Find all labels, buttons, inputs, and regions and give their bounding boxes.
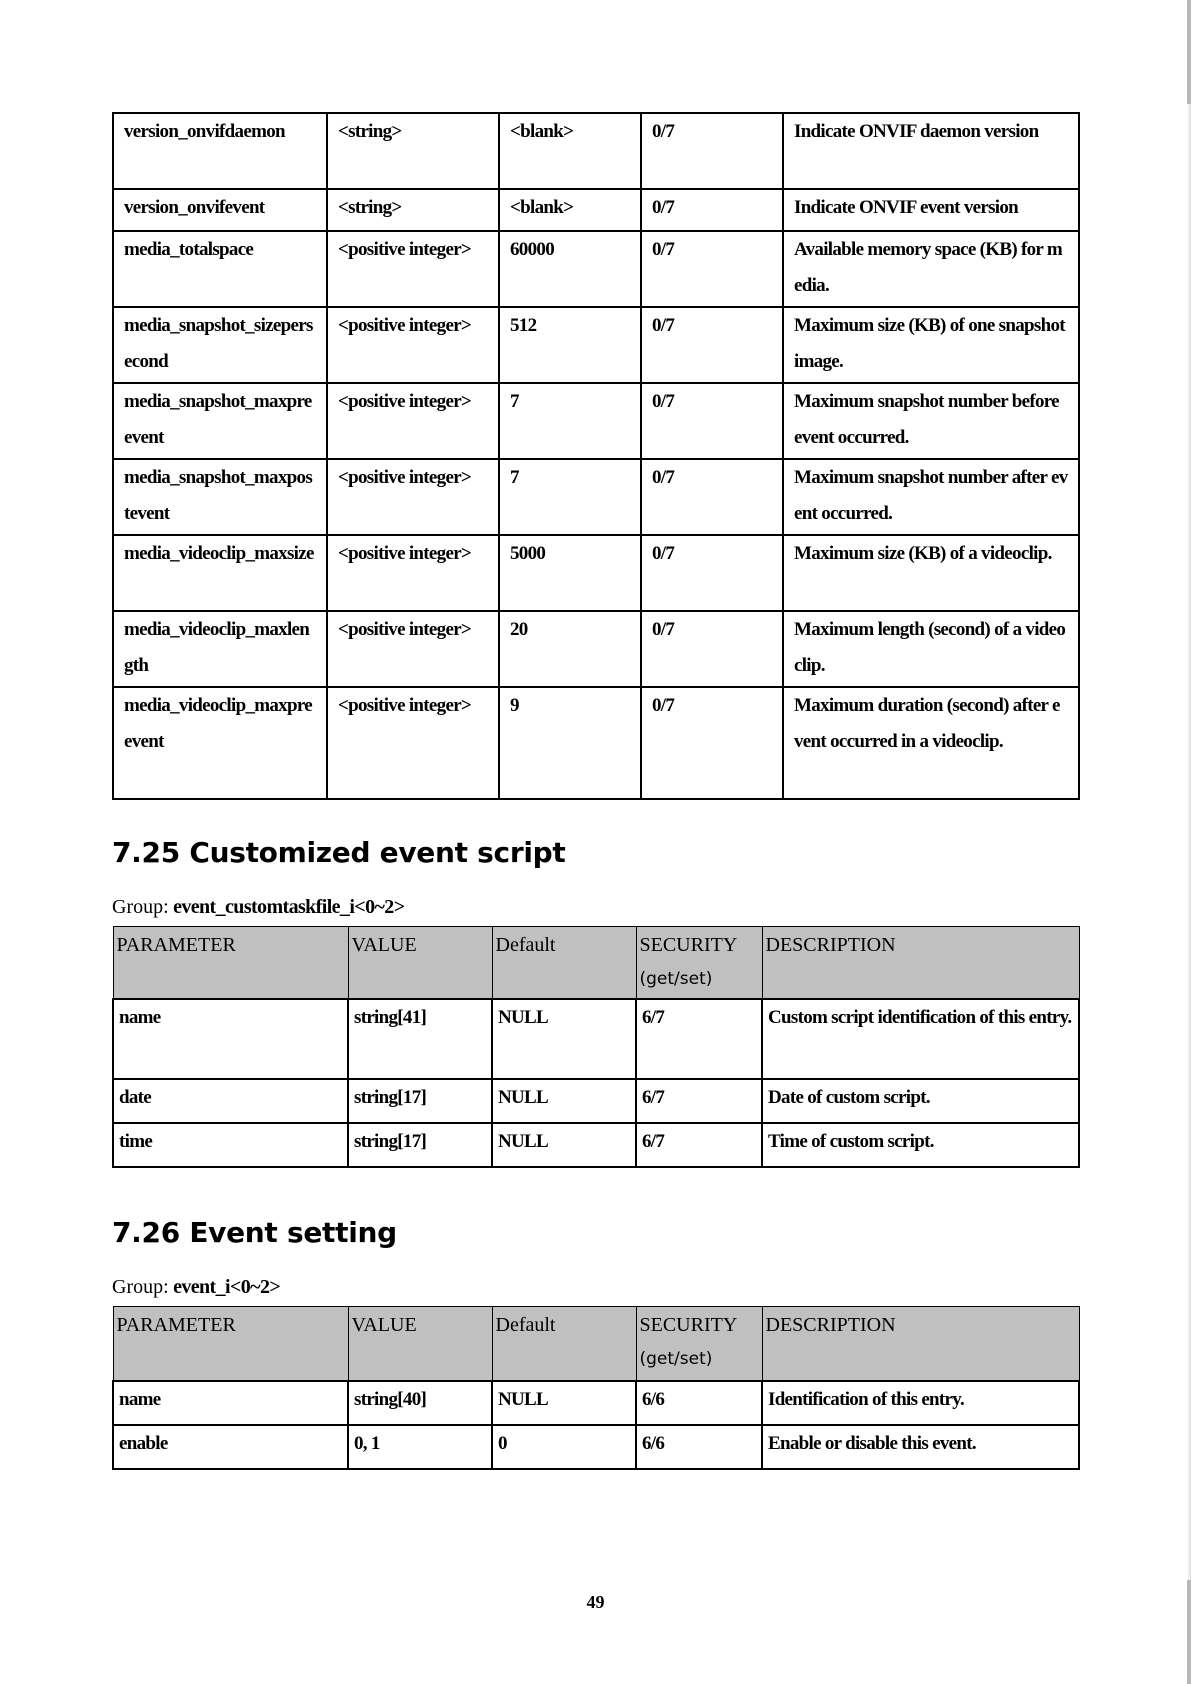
cell-value: <positive integer> [327,611,499,687]
cell-security: 6/6 [636,1425,762,1469]
header-security-sub: (get/set) [639,1349,713,1369]
cell-security: 0/7 [641,611,783,687]
parameter-table-continued [112,112,1080,800]
header-security-label: SECURITY [639,1314,738,1336]
cell-security: 6/7 [636,1079,762,1123]
cell-default: NULL [492,1123,636,1167]
cell-default: 9 [499,687,641,799]
table-row [113,383,1079,459]
header-security-sub: (get/set) [639,969,713,989]
section-heading: 7.25 Customized event script [112,836,566,869]
cell-description: Maximum size (KB) of one snapshot image. [783,307,1079,383]
cell-value: <positive integer> [327,231,499,307]
table-row [113,307,1079,383]
table-row [113,1425,1079,1469]
group-label [112,1276,280,1299]
cell-parameter: media_videoclip_maxsize [113,535,327,611]
cell-description: Indicate ONVIF event version [783,189,1079,231]
table-header-row [113,1307,1079,1381]
group-name: event_customtaskfile_i<0~2> [173,896,405,918]
table-row [113,1381,1079,1425]
table-row [113,687,1079,799]
cell-parameter: name [113,1381,348,1425]
cell-parameter: media_snapshot_sizepersecond [113,307,327,383]
cell-value: <string> [327,189,499,231]
cell-default: <blank> [499,189,641,231]
cell-parameter: time [113,1123,348,1167]
cell-description: Date of custom script. [762,1079,1079,1123]
table-row [113,459,1079,535]
cell-default: 7 [499,459,641,535]
header-value: VALUE [348,1307,492,1381]
header-description: DESCRIPTION [762,927,1079,999]
cell-security: 0/7 [641,687,783,799]
page-edge [1187,0,1191,1684]
cell-default: 0 [492,1425,636,1469]
cell-value: 0, 1 [348,1425,492,1469]
cell-default: NULL [492,1381,636,1425]
page-number: 49 [586,1592,605,1612]
cell-parameter: media_snapshot_maxpreevent [113,383,327,459]
cell-description: Maximum duration (second) after event occurred in a videoclip. [783,687,1079,799]
section-heading: 7.26 Event setting [112,1216,397,1249]
header-security-label: SECURITY [639,934,738,956]
table-row [113,1123,1079,1167]
table-row [113,999,1079,1079]
cell-security: 0/7 [641,231,783,307]
cell-security: 0/7 [641,113,783,189]
cell-description: Maximum length (second) of a videoclip. [783,611,1079,687]
cell-description: Custom script identification of this entry. [762,999,1079,1079]
cell-parameter: date [113,1079,348,1123]
cell-security: 0/7 [641,189,783,231]
cell-value: string[40] [348,1381,492,1425]
cell-security: 6/6 [636,1381,762,1425]
cell-default: NULL [492,999,636,1079]
table-header-row [113,927,1079,999]
table-row [113,113,1079,189]
customized-event-script-table [112,926,1080,1168]
cell-value: string[41] [348,999,492,1079]
group-label [112,896,405,919]
cell-description: Available memory space (KB) for media. [783,231,1079,307]
cell-parameter: name [113,999,348,1079]
cell-parameter: version_onvifevent [113,189,327,231]
cell-default: 60000 [499,231,641,307]
header-default: Default [492,927,636,999]
cell-parameter: media_snapshot_maxpostevent [113,459,327,535]
header-value: VALUE [348,927,492,999]
cell-security: 6/7 [636,1123,762,1167]
event-setting-table [112,1306,1080,1470]
cell-value: <string> [327,113,499,189]
header-description: DESCRIPTION [762,1307,1079,1381]
cell-security: 6/7 [636,999,762,1079]
cell-value: <positive integer> [327,535,499,611]
cell-security: 0/7 [641,307,783,383]
cell-parameter: media_totalspace [113,231,327,307]
cell-security: 0/7 [641,535,783,611]
cell-default: <blank> [499,113,641,189]
cell-value: <positive integer> [327,459,499,535]
edge-tab [1187,0,1191,104]
group-prefix: Group: [112,1276,169,1298]
group-prefix: Group: [112,896,169,918]
cell-default: 5000 [499,535,641,611]
cell-security: 0/7 [641,459,783,535]
cell-value: <positive integer> [327,687,499,799]
cell-description: Maximum snapshot number after event occurred. [783,459,1079,535]
cell-parameter: media_videoclip_maxlength [113,611,327,687]
table-row [113,535,1079,611]
cell-description: Indicate ONVIF daemon version [783,113,1079,189]
cell-default: NULL [492,1079,636,1123]
cell-value: string[17] [348,1123,492,1167]
table-row [113,611,1079,687]
cell-description: Maximum size (KB) of a videoclip. [783,535,1079,611]
cell-parameter: media_videoclip_maxpreevent [113,687,327,799]
cell-value: <positive integer> [327,383,499,459]
group-name: event_i<0~2> [173,1276,281,1298]
cell-description: Maximum snapshot number before event occurred. [783,383,1079,459]
header-security [636,1307,762,1381]
cell-value: <positive integer> [327,307,499,383]
cell-default: 512 [499,307,641,383]
table-row [113,1079,1079,1123]
cell-default: 20 [499,611,641,687]
table-row [113,231,1079,307]
header-parameter: PARAMETER [113,1307,348,1381]
cell-parameter: version_onvifdaemon [113,113,327,189]
header-security [636,927,762,999]
cell-description: Time of custom script. [762,1123,1079,1167]
table-row [113,189,1079,231]
cell-parameter: enable [113,1425,348,1469]
header-parameter: PARAMETER [113,927,348,999]
cell-default: 7 [499,383,641,459]
header-default: Default [492,1307,636,1381]
cell-security: 0/7 [641,383,783,459]
cell-value: string[17] [348,1079,492,1123]
cell-description: Identification of this entry. [762,1381,1079,1425]
cell-description: Enable or disable this event. [762,1425,1079,1469]
